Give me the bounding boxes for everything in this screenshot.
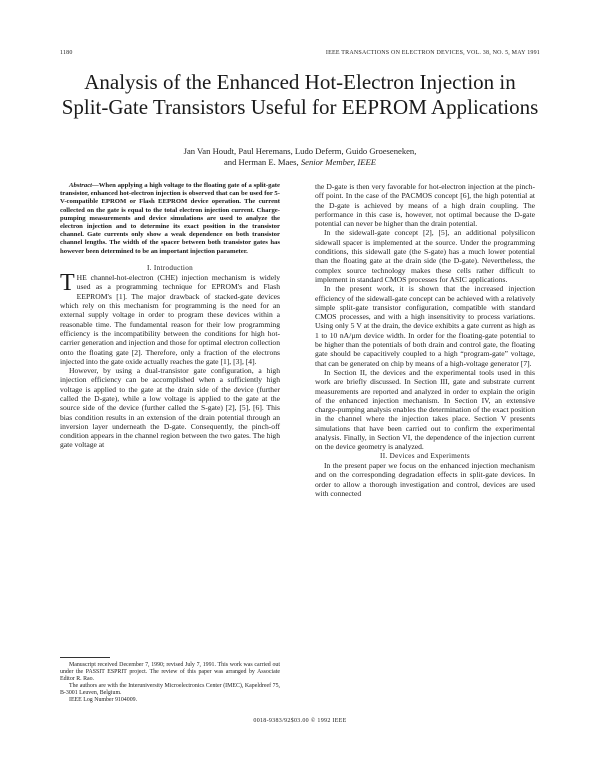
abstract-label: Abstract bbox=[69, 182, 93, 189]
page-number: 1180 bbox=[60, 50, 73, 56]
abstract bbox=[60, 182, 280, 256]
intro-paragraph-1 bbox=[60, 270, 280, 366]
running-head: IEEE TRANSACTIONS ON ELECTRON DEVICES, VOL. 38, NO. 5, MAY 1991 bbox=[325, 50, 540, 56]
author-line-1: Jan Van Houdt, Paul Heremans, Ludo Deferm, Guido Groeseneken, bbox=[183, 146, 417, 156]
right-column bbox=[315, 182, 535, 498]
author-block bbox=[60, 146, 540, 167]
section-heading-introduction: I. Introduction bbox=[146, 263, 194, 272]
footnote-manuscript: Manuscript received December 7, 1990; revised July 7, 1991. This work was carried out under the PASSIT ESPRIT project. The review of this paper was arranged by Associate Editor R. Rao. bbox=[60, 662, 280, 682]
right-paragraph-1: the D-gate is then very favorable for hot-electron injection at the pinch-off point. In the case of the PACMOS concept [6], the high potential at the D-gate is achieved by means of a high drain coupling. The performance in this case is, however, not optimal because the D-gate potential can never be higher than the drain potential. bbox=[315, 182, 535, 229]
running-header bbox=[60, 50, 540, 62]
right-paragraph-2: In the sidewall-gate concept [2], [5], an additional polysilicon sidewall spacer is implemented at the source. Under the programming conditions, this sidewall gate (the S-gate) has a much lower potential than the floating gate at the drain side (the D-gate). Nevertheless, the complex source technology makes these cells rather difficult to implement in standard CMOS processes for ASIC applications. bbox=[315, 228, 535, 284]
right-paragraph-5: In the present paper we focus on the enhanced injection mechanism and on the corresponding degradation effects in split-gate devices. In order to allow a thorough investigation and control, devices are used with connected bbox=[315, 460, 535, 498]
footnote bbox=[60, 657, 280, 704]
intro-paragraph-2: However, by using a dual-transistor gate configuration, a high injection efficiency can be accomplished when a sufficiently high voltage is applied to the gate at the drain side of the device (further called the D-gate), while a low voltage is applied to the gate at the source side of the device (further called the S-gate) [2], [5], [6]. This bias condition results in an extension of the drain potential through an inversion layer underneath the D-gate. Consequently, the pinch-off condition appears in the channel region between the two gates. The high gate voltage at bbox=[60, 366, 280, 450]
drop-cap: T bbox=[60, 270, 75, 297]
copyright-footer: 0018-9383/92$03.00 © 1992 IEEE bbox=[253, 718, 347, 724]
section-heading-devices: II. Devices and Experiments bbox=[380, 451, 470, 460]
abstract-text: —When applying a high voltage to the floating gate of a split-gate transistor, enhanced hot-electron injection is observed that can be used for 5-V-compatible EPROM or Flash EEPROM device operation. The current collected on the gate is equal to the total electron injection current. Charge-pumping measurements and device simulations are used to analyze the electron injection and to determine its exact position in the transistor channel. Gate currents only show a weak dependence on both transistor channel lengths. The width of the spacer between both transistor gates has however been determined to be an important injection parameter. bbox=[60, 182, 280, 255]
paper-title: Analysis of the Enhanced Hot-Electron Injection in Split-Gate Transistors Useful for EEPROM Applications bbox=[61, 70, 539, 119]
footnote-affiliation: The authors are with the Interuniversity Microelectronics Center (IMEC), Kapeldreef 75, B-3001 Leuven, Belgium. bbox=[60, 683, 280, 696]
left-column bbox=[60, 182, 280, 450]
intro-paragraph-1-text: HE channel-hot-electron (CHE) injection mechanism is widely used as a programming technique for EPROM's and Flash EEPROM's [1]. The major drawback of stacked-gate devices which rely on this mechanism for programming is the need for an external supply voltage in order to program these devices within a reasonable time. The fundamental reason for their low programming efficiency is the incompatibility between the conditions for high hot-carrier generation and injection and those for optimal electron collection onto the floating gate [2]. Therefore, only a fraction of the electrons injected into the gate oxide actually reaches the gate [1], [3], [4]. bbox=[60, 273, 280, 366]
footnote-log-number: IEEE Log Number 9104009. bbox=[69, 697, 138, 703]
footnote-rule bbox=[60, 657, 110, 658]
author-line-2 bbox=[60, 157, 540, 168]
author-line-2-names: and Herman E. Maes, bbox=[223, 156, 299, 167]
author-role: Senior Member, IEEE bbox=[300, 156, 377, 167]
right-paragraph-4: In Section II, the devices and the experimental tools used in this work are briefly discussed. In Section III, gate and substrate current measurements are reported and analyzed in order to explain the origin of the enhanced injection mechanism. In Section IV, an extensive charge-pumping analysis enables the determination of the exact position in the channel where the injection takes place. Section V presents simulations that have been carried out to confirm the experimental analysis. Finally, in Section VI, the dependence of the injection current on the device geometry is analyzed. bbox=[315, 367, 535, 452]
right-paragraph-3: In the present work, it is shown that the increased injection efficiency of the sidewall-gate concept can be achieved with a relatively simple split-gate transistor configuration, compatible with standard CMOS processes, and with a high insensitivity to process variations. Using only 5 V at the drain, the device exhibits a gate current as high as 1 to 10 nA/µm device width. In order for the floating-gate potential to be higher than the potentials of both drain and control gate, the floating gate should be capacitively coupled to a high “program-gate” voltage, that can be generated on chip by means of a high-voltage generator [7]. bbox=[315, 284, 535, 368]
